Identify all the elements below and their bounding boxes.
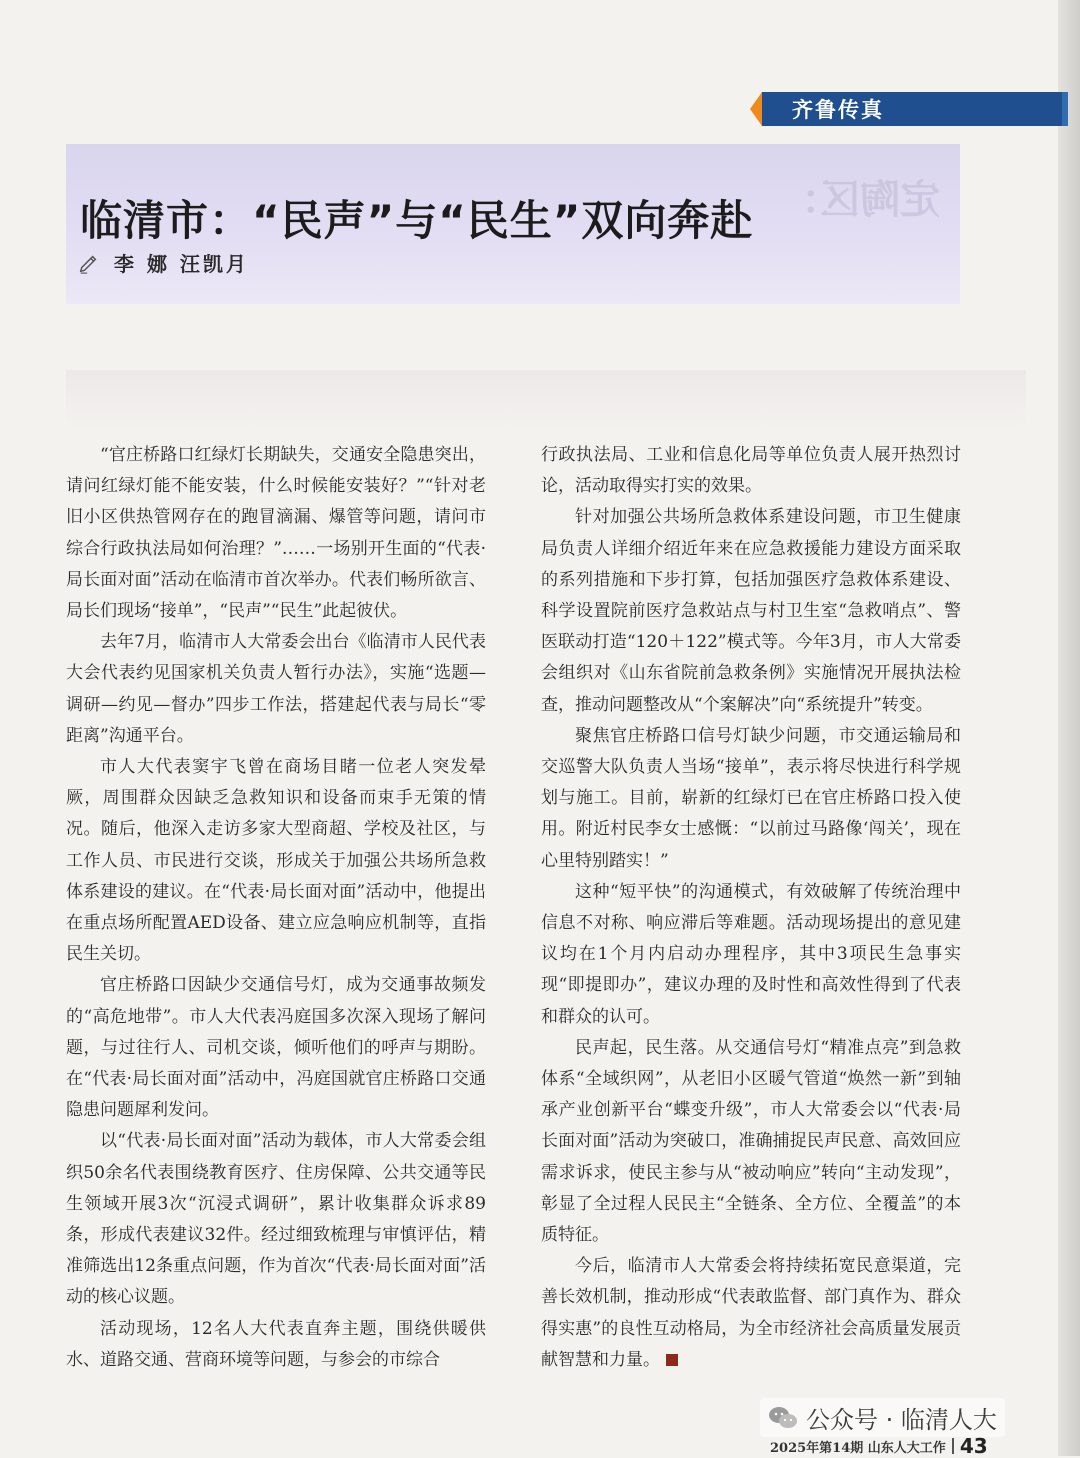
paragraph: 针对加强公共场所急救体系建设问题，市卫生健康局负责人详细介绍近年来在应急救援能力建设方面采取的系列措施和下步打算，包括加强医疗急救体系建设、科学设置院前医疗急救站点与村卫生室“急救哨点”、警医联动打造“120＋122”模式等。今年3月，市人大常委会组织对《山东省院前急救条例》实施情况开展执法检查，推动问题整改从“个案解决”向“系统提升”转变。 <box>541 507 961 715</box>
paragraph: 官庄桥路口因缺少交通信号灯，成为交通事故频发的“高危地带”。市人大代表冯庭国多次深入现场了解问题，与过往行人、司机交谈，倾听他们的呼声与期盼。在“代表·局长面对面”活动中，冯庭国就官庄桥路口交通隐患问题犀利发问。 <box>66 975 486 1121</box>
issue-info: 2025年第14期 山东人大工作 <box>770 1440 946 1456</box>
wechat-watermark <box>760 1398 1005 1437</box>
end-mark-icon <box>666 1354 678 1366</box>
bleed-through-band <box>66 370 1026 430</box>
pen-icon <box>78 252 100 274</box>
bleed-through-text: 定陶区： <box>780 177 940 223</box>
section-label: 齐鲁传真 <box>792 98 884 122</box>
body-column-left <box>66 440 486 1376</box>
paragraph: 行政执法局、工业和信息化局等单位负责人展开热烈讨论，活动取得实打实的效果。 <box>541 445 961 497</box>
body-column-right <box>541 440 961 1376</box>
page-number: 43 <box>959 1434 988 1458</box>
paragraph: “官庄桥路口红绿灯长期缺失，交通安全隐患突出，请问红绿灯能不能安装，什么时候能安装好？”“针对老旧小区供热管网存在的跑冒滴漏、爆管等问题，请问市综合行政执法局如何治理？”……一场别开生面的“代表·局长面对面”活动在临清市首次举办。代表们畅所欲言、局长们现场“接单”，“民声”“民生”此起彼伏。 <box>66 445 486 622</box>
paragraph: 聚焦官庄桥路口信号灯缺少问题，市交通运输局和交巡警大队负责人当场“接单”，表示将尽快进行科学规划与施工。目前，崭新的红绿灯已在官庄桥路口投入使用。附近村民李女士感慨：“以前过马路像‘闯关’，现在心里特别踏实！” <box>541 725 961 871</box>
authors: 李 娜 汪凯月 <box>114 252 249 276</box>
section-tab-edge <box>1062 92 1068 126</box>
paragraph-text: 今后，临清市人大常委会将持续拓宽民意渠道，完善长效机制，推动形成“代表敢监督、部门真作为、群众得实惠”的良性互动格局，为全市经济社会高质量发展贡献智慧和力量。 <box>541 1256 961 1370</box>
paragraph: 市人大代表窦宇飞曾在商场目睹一位老人突发晕厥，周围群众因缺乏急救知识和设备而束手无策的情况。随后，他深入走访多家大型商超、学校及社区，与工作人员、市民进行交谈，形成关于加强公共场所急救体系建设的建议。在“代表·局长面对面”活动中，他提出在重点场所配置AED设备、建立应急响应机制等，直指民生关切。 <box>66 757 486 965</box>
page-footer <box>770 1434 988 1458</box>
watermark-text: 公众号 · 临清人大 <box>806 1406 997 1434</box>
article-title: 临清市：“民声”与“民生”双向奔赴 <box>80 196 754 246</box>
paragraph: 去年7月，临清市人大常委会出台《临清市人民代表大会代表约见国家机关负责人暂行办法》，实施“选题—调研—约见—督办”四步工作法，搭建起代表与局长“零距离”沟通平台。 <box>66 632 486 746</box>
footer-divider <box>952 1438 954 1454</box>
paragraph: 民声起，民生落。从交通信号灯“精准点亮”到急救体系“全域织网”，从老旧小区暖气管道“焕然一新”到轴承产业创新平台“蝶变升级”，市人大常委会以“代表·局长面对面”活动为突破口，准确捕捉民声民意、高效回应需求诉求，使民主参与从“被动响应”转向“主动发现”，彰显了全过程人民民主“全链条、全方位、全覆盖”的本质特征。 <box>541 1037 961 1246</box>
paragraph: 以“代表·局长面对面”活动为载体，市人大常委会组织50余名代表围绕教育医疗、住房保障、公共交通等民生领域开展3次“沉浸式调研”，累计收集群众诉求89条，形成代表建议32件。经过细致梳理与审慎评估，精准筛选出12条重点问题，作为首次“代表·局长面对面”活动的核心议题。 <box>66 1131 486 1308</box>
byline <box>78 248 249 277</box>
paragraph-last <box>541 1251 961 1376</box>
wechat-icon <box>768 1405 798 1431</box>
page-edge <box>1058 0 1080 1456</box>
section-tab <box>762 92 1062 126</box>
paragraph: 这种“短平快”的沟通模式，有效破解了传统治理中信息不对称、响应滞后等难题。活动现场提出的意见建议均在1个月内启动办理程序，其中3项民生急事实现“即提即办”，建议办理的及时性和高效性得到了代表和群众的认可。 <box>541 881 961 1027</box>
paragraph: 活动现场，12名人大代表直奔主题，围绕供暖供水、道路交通、营商环境等问题，与参会的市综合 <box>66 1318 486 1370</box>
